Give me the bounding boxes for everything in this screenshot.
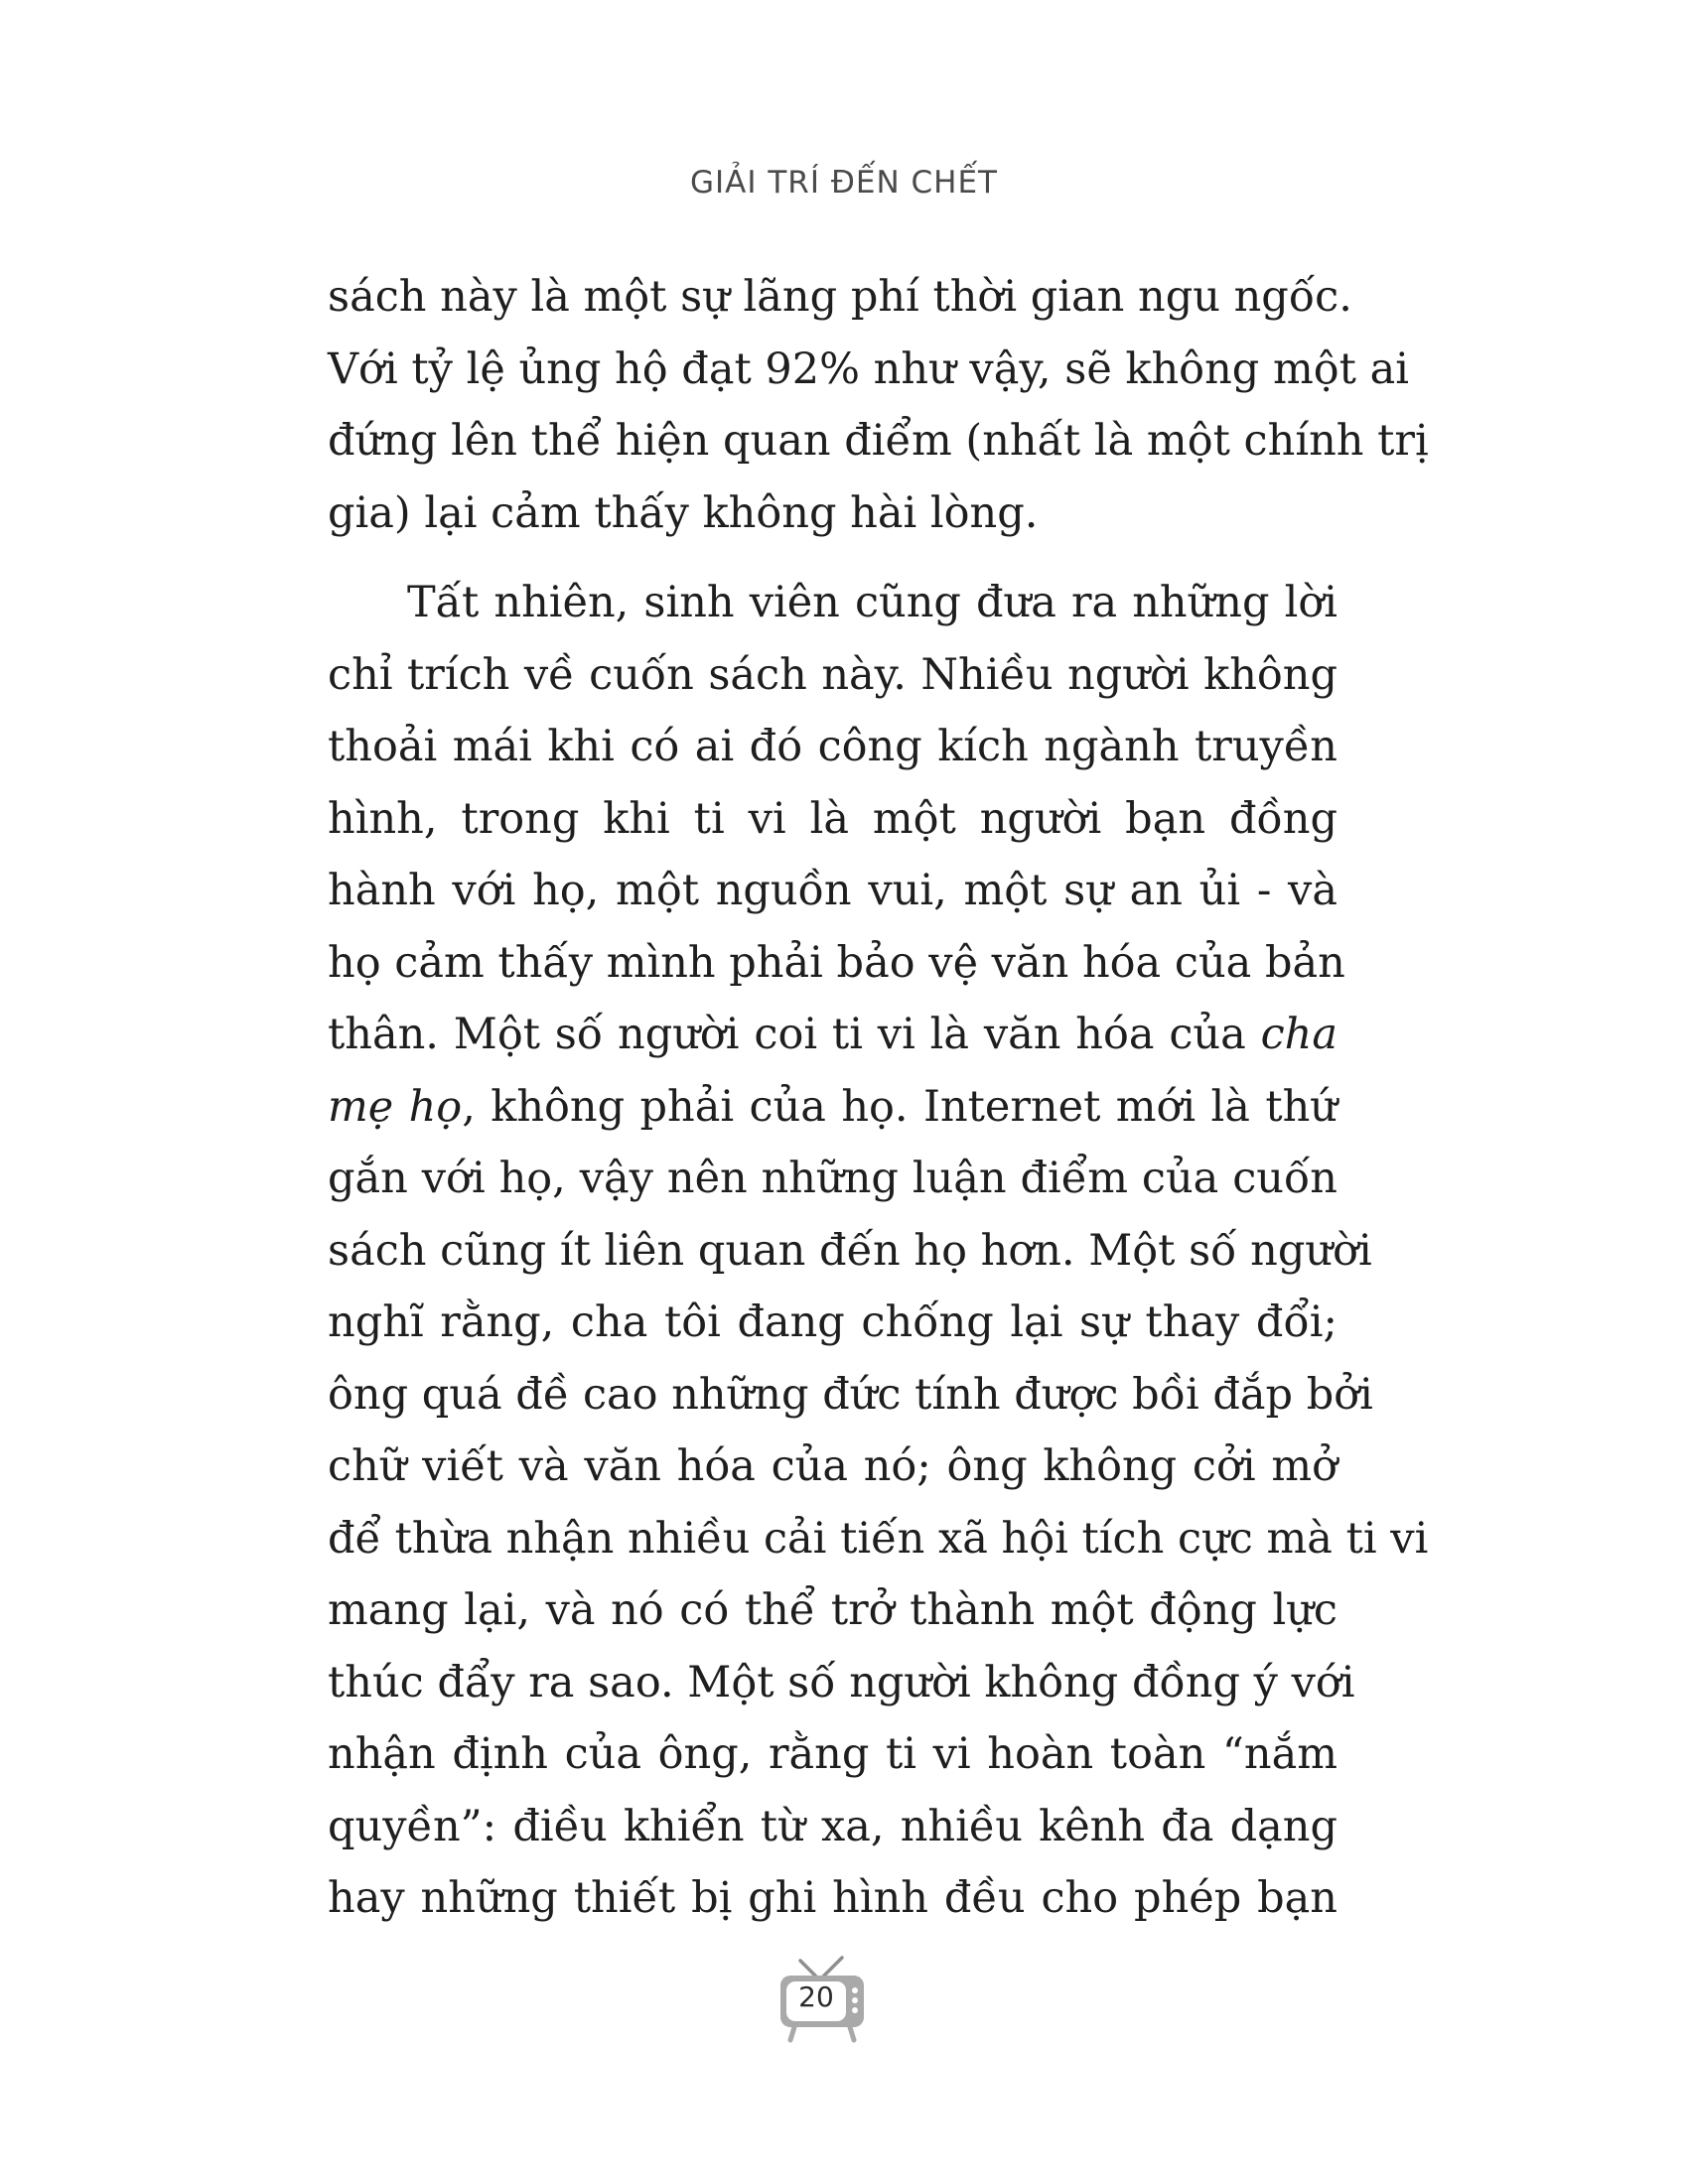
text-line: thoải mái khi có ai đó công kích ngành truyền <box>328 722 1337 771</box>
text-line: gia) lại cảm thấy không hài lòng. <box>328 487 1039 538</box>
text-line: đứng lên thể hiện quan điểm (nhất là một chính trị <box>328 416 1429 466</box>
paragraph <box>328 567 1429 1935</box>
text-line: hay những thiết bị ghi hình đều cho phép bạn <box>328 1873 1337 1923</box>
text-line: quyền”: điều khiển từ xa, nhiều kênh đa dạng <box>328 1801 1337 1851</box>
running-header: GIẢI TRÍ ĐẾN CHẾT <box>690 165 998 201</box>
page-number: 20 <box>798 1980 834 2013</box>
text-line: Với tỷ lệ ủng hộ đạt 92% như vậy, sẽ không một ai <box>328 343 1409 394</box>
text-run: , không phải của họ. Internet mới là thứ <box>462 1081 1337 1132</box>
text-line: mang lại, và nó có thể trở thành một động lực <box>328 1585 1337 1635</box>
text-line: sách cũng ít liên quan đến họ hơn. Một số người <box>328 1225 1372 1276</box>
text-line: họ cảm thấy mình phải bảo vệ văn hóa của bản <box>328 937 1345 988</box>
text-line: Tất nhiên, sinh viên cũng đưa ra những lời <box>407 578 1337 627</box>
text-line <box>328 1071 1337 1144</box>
text-line: chữ viết và văn hóa của nó; ông không cởi mở <box>328 1441 1337 1491</box>
paragraph-continued <box>328 261 1429 549</box>
text-line: sách này là một sự lãng phí thời gian ngu ngốc. <box>328 272 1352 322</box>
text-line: ông quá đề cao những đức tính được bồi đắp bởi <box>328 1369 1373 1420</box>
page-number-badge <box>778 1944 868 2043</box>
text-line: thúc đẩy ra sao. Một số người không đồng ý với <box>328 1657 1355 1707</box>
text-line: nhận định của ông, rằng ti vi hoàn toàn “nắm <box>328 1729 1337 1779</box>
text-line: nghĩ rằng, cha tôi đang chống lại sự thay đổi; <box>328 1297 1337 1347</box>
italic-run: mẹ họ <box>328 1081 463 1132</box>
text-line: chỉ trích về cuốn sách này. Nhiều người không <box>328 649 1337 700</box>
text-run: thân. Một số người coi ti vi là văn hóa của <box>328 1010 1246 1059</box>
text-line: để thừa nhận nhiều cải tiến xã hội tích cực mà ti vi <box>328 1513 1429 1564</box>
italic-run: cha <box>1260 1010 1337 1059</box>
text-line: hình, trong khi ti vi là một người bạn đồng <box>328 793 1337 844</box>
text-line: hành với họ, một nguồn vui, một sự an ủi - và <box>328 866 1337 915</box>
text-line: gắn với họ, vậy nên những luận điểm của cuốn <box>328 1154 1337 1203</box>
text-line <box>328 999 1337 1071</box>
